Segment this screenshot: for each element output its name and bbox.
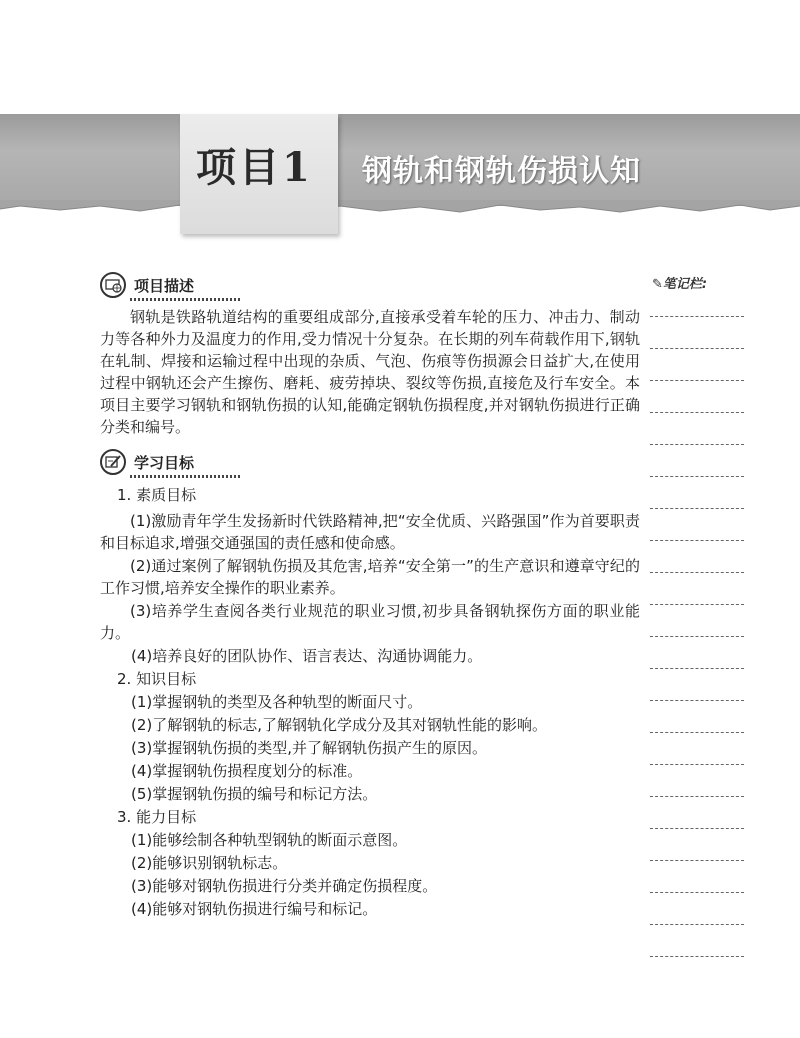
- subsection-title: 2. 知识目标: [117, 670, 197, 688]
- list-item: (5)掌握钢轨伤损的编号和标记方法。: [131, 785, 378, 803]
- list-item: (2)通过案例了解钢轨伤损及其危害,培养“安全第一”的生产意识和遵章守纪的工作习惯,培养安全操作的职业素养。: [100, 557, 640, 597]
- list-item: (3)培养学生查阅各类行业规范的职业习惯,初步具备钢轨探伤方面的职业能力。: [100, 602, 640, 642]
- note-line: [650, 444, 744, 445]
- note-line: [650, 700, 744, 701]
- globe-screen-icon: [100, 272, 126, 298]
- list-item: (2)了解钢轨的标志,了解钢轨化学成分及其对钢轨性能的影响。: [131, 716, 548, 734]
- list-item: (1)掌握钢轨的类型及各种轨型的断面尺寸。: [131, 693, 423, 711]
- edit-note-icon: [100, 449, 126, 475]
- pencil-icon: ✎: [652, 277, 663, 292]
- note-line: [650, 668, 744, 669]
- note-line: [650, 572, 744, 573]
- description-paragraph: 钢轨是铁路轨道结构的重要组成部分,直接承受着车轮的压力、冲击力、制动力等各种外力及温度力的作用,受力情况十分复杂。在长期的列车荷载作用下,钢轨在轧制、焊接和运输过程中出现的杂质、气泡、伤痕等伤损源会日益扩大,在使用过程中钢轨还会产生擦伤、磨耗、疲劳掉块、裂纹等伤损,直接危及行车安全。本项目主要学习钢轨和钢轨伤损的认知,能确定钢轨伤损程度,并对钢轨伤损进行正确分类和编号。: [100, 308, 640, 436]
- note-line: [650, 476, 744, 477]
- note-line: [650, 924, 744, 925]
- note-line: [650, 508, 744, 509]
- list-item: (3)掌握钢轨伤损的类型,并了解钢轨伤损产生的原因。: [131, 739, 488, 757]
- note-line: [650, 380, 744, 381]
- list-item: (1)激励青年学生发扬新时代铁路精神,把“安全优质、兴路强国”作为首要职责和目标追求,增强交通强国的责任感和使命感。: [100, 512, 640, 552]
- section-header-objectives: [100, 449, 300, 477]
- list-item: (3)能够对钢轨伤损进行分类并确定伤损程度。: [131, 877, 438, 895]
- section-title: 项目描述: [134, 277, 195, 295]
- note-line: [650, 636, 744, 637]
- subsection-title: 1. 素质目标: [117, 486, 197, 504]
- list-item: (2)能够识别钢轨标志。: [131, 854, 288, 872]
- note-line: [650, 316, 744, 317]
- note-line: [650, 604, 744, 605]
- note-line: [650, 956, 744, 957]
- chapter-title: 钢轨和钢轨伤损认知: [362, 154, 641, 189]
- section-underline: [130, 475, 240, 478]
- note-line: [650, 764, 744, 765]
- section-title: 学习目标: [134, 454, 195, 472]
- note-line: [650, 860, 744, 861]
- note-line: [650, 348, 744, 349]
- section-header-description: [100, 272, 300, 300]
- list-item: (4)培养良好的团队协作、语言表达、沟通协调能力。: [131, 647, 483, 665]
- banner-torn-edge: [0, 200, 800, 218]
- note-line: [650, 540, 744, 541]
- section-underline: [130, 298, 240, 301]
- list-item: (4)能够对钢轨伤损进行编号和标记。: [131, 900, 378, 918]
- note-line: [650, 828, 744, 829]
- list-item: (4)掌握钢轨伤损程度划分的标准。: [131, 762, 363, 780]
- notes-label: [652, 273, 707, 292]
- note-line: [650, 412, 744, 413]
- note-line: [650, 892, 744, 893]
- chapter-number: 项目1: [196, 144, 313, 191]
- list-item: (1)能够绘制各种轨型钢轨的断面示意图。: [131, 831, 408, 849]
- subsection-title: 3. 能力目标: [117, 808, 197, 826]
- notes-label-text: 笔记栏:: [662, 277, 708, 292]
- note-line: [650, 732, 744, 733]
- note-line: [650, 796, 744, 797]
